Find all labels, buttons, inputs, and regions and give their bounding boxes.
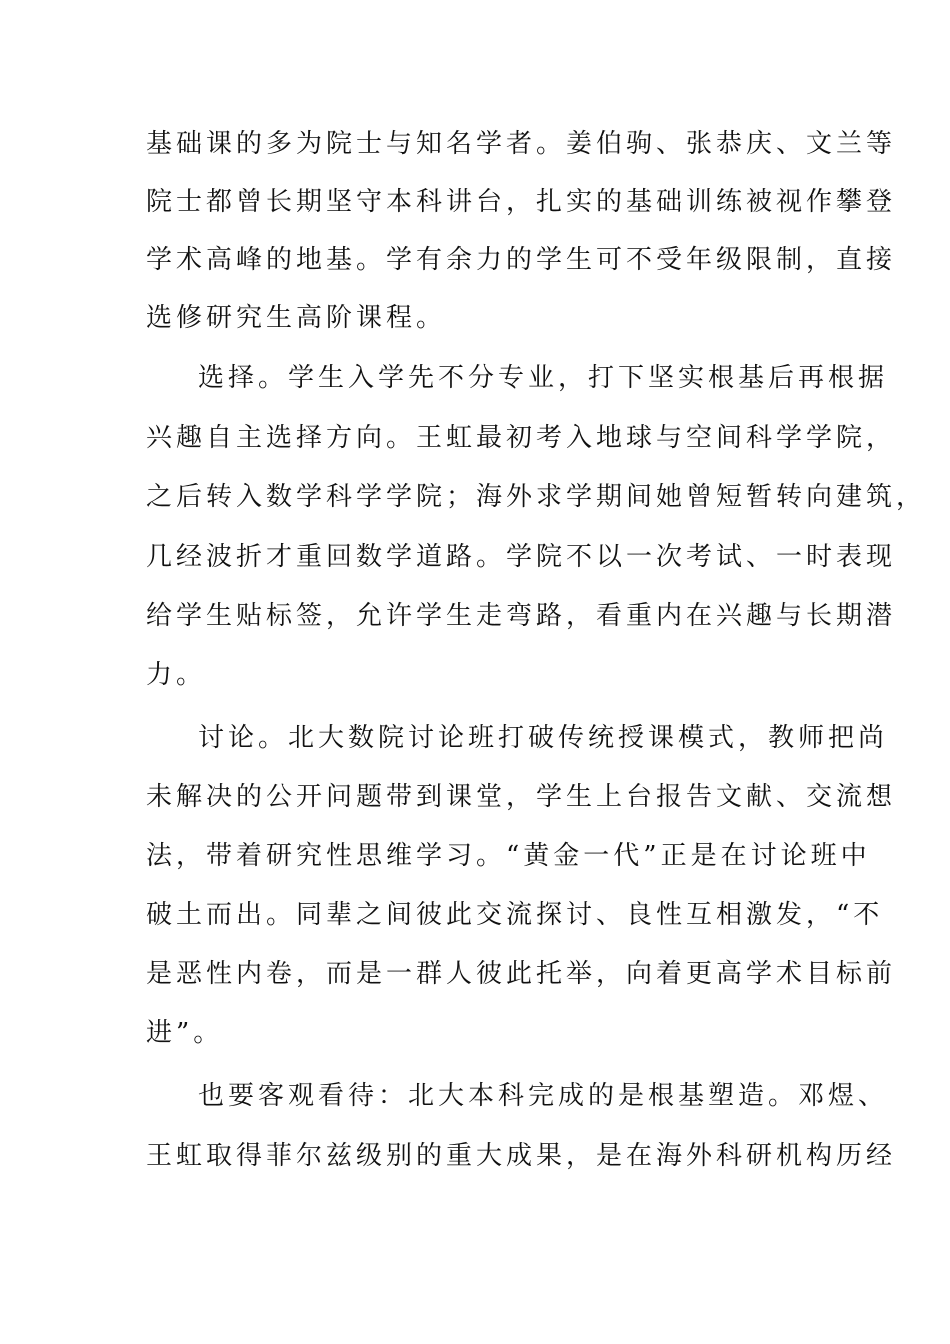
paragraph-1-line-2: 院士都曾长期坚守本科讲台，扎实的基础训练被视作攀登	[146, 187, 897, 217]
paragraph-3-line-2: 未解决的公开问题带到课堂，学生上台报告文献、交流想	[146, 782, 897, 812]
paragraph-3-line-3: 法，带着研究性思维学习。“黄金一代”正是在讨论班中	[146, 841, 871, 871]
paragraph-2-line-3: 之后转入数学科学学院；海外求学期间她曾短暂转向建筑，	[146, 482, 927, 512]
paragraph-3-line-6: 进”。	[146, 1018, 224, 1048]
paragraph-4-line-2: 王虹取得菲尔兹级别的重大成果，是在海外科研机构历经	[146, 1141, 897, 1171]
paragraph-2-line-2: 兴趣自主选择方向。王虹最初考入地球与空间科学学院，	[146, 423, 897, 453]
paragraph-2-line-5: 给学生贴标签，允许学生走弯路，看重内在兴趣与长期潜	[146, 601, 897, 631]
paragraph-1-line-3: 学术高峰的地基。学有余力的学生可不受年级限制，直接	[146, 245, 897, 275]
paragraph-2-line-4: 几经波折才重回数学道路。学院不以一次考试、一时表现	[146, 542, 897, 572]
paragraph-3-line-4: 破土而出。同辈之间彼此交流探讨、良性互相激发，“不	[146, 900, 884, 930]
paragraph-3-line-1: 讨论。北大数院讨论班打破传统授课模式，教师把尚	[198, 723, 889, 753]
paragraph-2-line-1: 选择。学生入学先不分专业，打下坚实根基后再根据	[198, 363, 889, 393]
paragraph-3-line-5: 是恶性内卷，而是一群人彼此托举，向着更高学术目标前	[146, 959, 897, 989]
paragraph-2-line-6: 力。	[146, 660, 207, 690]
paragraph-4-line-1: 也要客观看待：北大本科完成的是根基塑造。邓煜、	[198, 1081, 889, 1111]
paragraph-1-line-4: 选修研究生高阶课程。	[146, 303, 447, 333]
paragraph-1-line-1: 基础课的多为院士与知名学者。姜伯驹、张恭庆、文兰等	[146, 129, 897, 159]
